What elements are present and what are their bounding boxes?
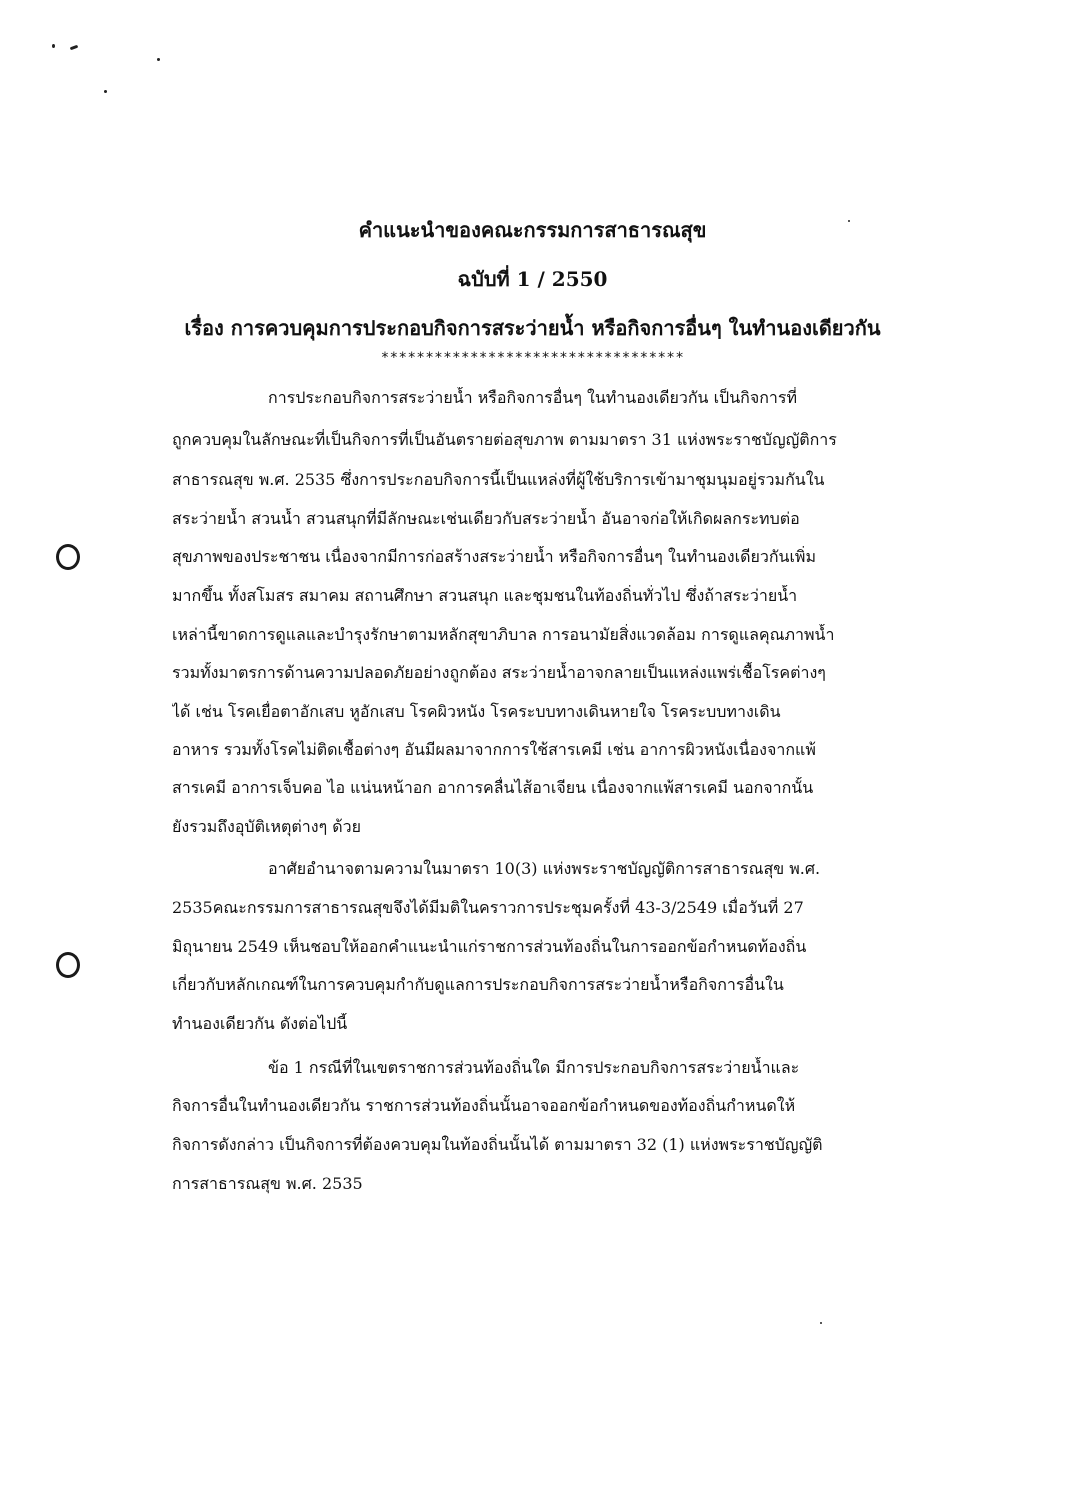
paragraph-line: อาศัยอำนาจตามความในมาตรา 10(3) แห่งพระราชบัญญัติการสาธารณสุข พ.ศ. bbox=[268, 859, 821, 878]
paragraph-line: การประกอบกิจการสระว่ายน้ำ หรือกิจการอื่นๆ ในทำนองเดียวกัน เป็นกิจการที่ bbox=[268, 388, 798, 407]
paragraph-line: สาธารณสุข พ.ศ. 2535 ซึ่งการประกอบกิจการนี้เป็นแหล่งที่ผู้ใช้บริการเข้ามาชุมนุมอยู่รวมกันใน bbox=[172, 470, 825, 489]
paragraph-line: สระว่ายน้ำ สวนน้ำ สวนสนุกที่มีลักษณะเช่นเดียวกับสระว่ายน้ำ อันอาจก่อให้เกิดผลกระทบต่อ bbox=[172, 509, 800, 528]
punch-hole bbox=[56, 952, 80, 978]
punch-hole bbox=[56, 544, 80, 570]
paragraph-line: กิจการอื่นในทำนองเดียวกัน ราชการส่วนท้องถิ่นนั้นอาจออกข้อกำหนดของท้องถิ่นกำหนดให้ bbox=[172, 1096, 796, 1115]
paragraph-line: รวมทั้งมาตรการด้านความปลอดภัยอย่างถูกต้อง สระว่ายน้ำอาจกลายเป็นแหล่งแพร่เชื้อโรคต่างๆ bbox=[172, 663, 826, 682]
document-title: คำแนะนำของคณะกรรมการสาธารณสุข bbox=[358, 218, 707, 242]
issue-number: ฉบับที่ 1 / 2550 bbox=[457, 267, 608, 291]
paragraph-line: สุขภาพของประชาชน เนื่องจากมีการก่อสร้างสระว่ายน้ำ หรือกิจการอื่นๆ ในทำนองเดียวกันเพิ่ม bbox=[172, 547, 817, 566]
paragraph-line: อาหาร รวมทั้งโรคไม่ติดเชื้อต่างๆ อันมีผลมาจากการใช้สารเคมี เช่น อาการผิวหนังเนื่องจากแพ้ bbox=[172, 740, 816, 759]
paragraph-line: กิจการดังกล่าว เป็นกิจการที่ต้องควบคุมในท้องถิ่นนั้นได้ ตามมาตรา 32 (1) แห่งพระราชบัญญัติ bbox=[172, 1135, 823, 1154]
separator-stars: ********************************** bbox=[380, 350, 685, 366]
paragraph-line: เกี่ยวกับหลักเกณฑ์ในการควบคุมกำกับดูแลการประกอบกิจการสระว่ายน้ำหรือกิจการอื่นใน bbox=[172, 975, 784, 994]
paragraph-line: ทำนองเดียวกัน ดังต่อไปนี้ bbox=[172, 1014, 348, 1033]
document-subject: เรื่อง การควบคุมการประกอบกิจการสระว่ายน้ำ หรือกิจการอื่นๆ ในทำนองเดียวกัน bbox=[184, 316, 881, 340]
scan-speck bbox=[820, 1322, 822, 1324]
paragraph-line: ถูกควบคุมในลักษณะที่เป็นกิจการที่เป็นอันตรายต่อสุขภาพ ตามมาตรา 31 แห่งพระราชบัญญัติการ bbox=[172, 430, 837, 449]
scan-speck bbox=[157, 58, 160, 61]
scan-speck bbox=[70, 45, 79, 51]
paragraph-line: ข้อ 1 กรณีที่ในเขตราชการส่วนท้องถิ่นใด มีการประกอบกิจการสระว่ายน้ำและ bbox=[268, 1058, 800, 1077]
scan-speck bbox=[52, 44, 55, 48]
paragraph-line: เหล่านี้ขาดการดูแลและบำรุงรักษาตามหลักสุขาภิบาล การอนามัยสิ่งแวดล้อม การดูแลคุณภาพน้ำ bbox=[172, 625, 835, 644]
scan-speck bbox=[104, 90, 107, 93]
paragraph-line: มากขึ้น ทั้งสโมสร สมาคม สถานศึกษา สวนสนุก และชุมชนในท้องถิ่นทั่วไป ซึ่งถ้าสระว่ายน้ำ bbox=[172, 586, 798, 605]
paragraph-line: การสาธารณสุข พ.ศ. 2535 bbox=[172, 1174, 363, 1193]
paragraph-line: มิถุนายน 2549 เห็นชอบให้ออกคำแนะนำแก่ราชการส่วนท้องถิ่นในการออกข้อกำหนดท้องถิ่น bbox=[172, 937, 807, 956]
paragraph-line: ได้ เช่น โรคเยื่อตาอักเสบ หูอักเสบ โรคผิวหนัง โรคระบบทางเดินหายใจ โรคระบบทางเดิน bbox=[172, 702, 781, 721]
paragraph-line: สารเคมี อาการเจ็บคอ ไอ แน่นหน้าอก อาการคลื่นไส้อาเจียน เนื่องจากแพ้สารเคมี นอกจากนั้น bbox=[172, 778, 814, 797]
paragraph-line: 2535คณะกรรมการสาธารณสุขจึงได้มีมติในคราวการประชุมครั้งที่ 43-3/2549 เมื่อวันที่ 27 bbox=[172, 898, 804, 917]
paragraph-line: ยังรวมถึงอุบัติเหตุต่างๆ ด้วย bbox=[172, 817, 361, 836]
